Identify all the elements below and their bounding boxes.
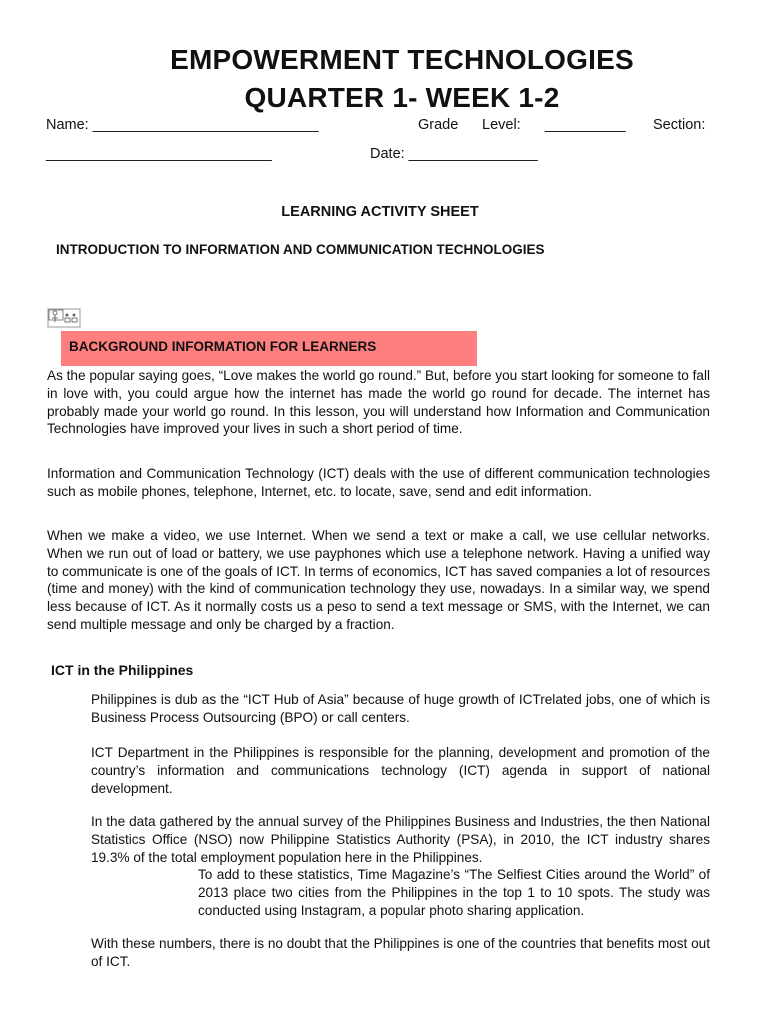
document-title: EMPOWERMENT TECHNOLOGIES — [170, 44, 634, 75]
classroom-icon — [47, 306, 81, 328]
date-field: Date: ________________ — [370, 146, 538, 162]
paragraph-ict-definition: Information and Communication Technology (ICT) deals with the use of different communication technologies such as mobile phones, telephone, Internet, etc. to locate, save, send and edit information. — [47, 466, 710, 499]
background-info-banner — [61, 331, 477, 366]
section-label: Section: — [653, 117, 706, 133]
paragraph-ict-examples: When we make a video, we use Internet. When we send a text or make a call, we use cellular networks. When we run out of load or battery, we use payphones which use a telephone network. Having a unified way to communicate is one of the goals of ICT. In terms of economics, ICT has saved companies a lot of resources (time and money) with the kind of communication technology they use, nowadays. In a similar way, we spend less because of ICT. As it normally costs us a peso to send a text message or SMS, with the Internet, we can send multiple message and only be charged by a fraction. — [47, 528, 710, 632]
paragraph-selfiest-cities: To add to these statistics, Time Magazine’s “The Selfiest Cities around the World” of 2013 place two cities from the Philippines in the top 1 to 10 spots. The study was conducted using Instagram, a popular photo sharing application. — [198, 867, 710, 918]
paragraph-conclusion: With these numbers, there is no doubt that the Philippines is one of the countries that benefits most out of ICT. — [91, 936, 710, 969]
topic-title: INTRODUCTION TO INFORMATION AND COMMUNICATION TECHNOLOGIES — [56, 242, 545, 257]
paragraph-intro: As the popular saying goes, “Love makes the world go round.” But, before you start looking for someone to fall in love with, you could argue how the internet has made the world go round for decade. The internet has probably made your world go round. In this lesson, you will understand how Information and Communication Technologies have improved your lives in such a short period of time. — [47, 368, 710, 437]
section-heading-ict-philippines: ICT in the Philippines — [51, 662, 194, 678]
grade-level-field: Level: __________ — [482, 117, 626, 133]
name-field: Name: ____________________________ — [46, 117, 319, 133]
document-subtitle: QUARTER 1- WEEK 1-2 — [244, 82, 560, 113]
section-line: ____________________________ — [46, 146, 272, 162]
paragraph-ict-hub: Philippines is dub as the “ICT Hub of Asia” because of huge growth of ICTrelated jobs, one of which is Business Process Outsourcing (BPO) or call centers. — [91, 692, 710, 725]
paragraph-nso-data: In the data gathered by the annual survey of the Philippines Business and Industries, the then National Statistics Office (NSO) now Philippine Statistics Authority (PSA), in 2010, the ICT industry shares 19.3% of the total employment population here in the Philippines. — [91, 814, 710, 865]
sheet-title: LEARNING ACTIVITY SHEET — [281, 204, 479, 220]
grade-label: Grade — [418, 117, 459, 133]
background-info-label: BACKGROUND INFORMATION FOR LEARNERS — [69, 339, 377, 354]
paragraph-ict-department: ICT Department in the Philippines is responsible for the planning, development and promotion of the country’s information and communications technology (ICT) agenda in support of national development. — [91, 745, 710, 796]
